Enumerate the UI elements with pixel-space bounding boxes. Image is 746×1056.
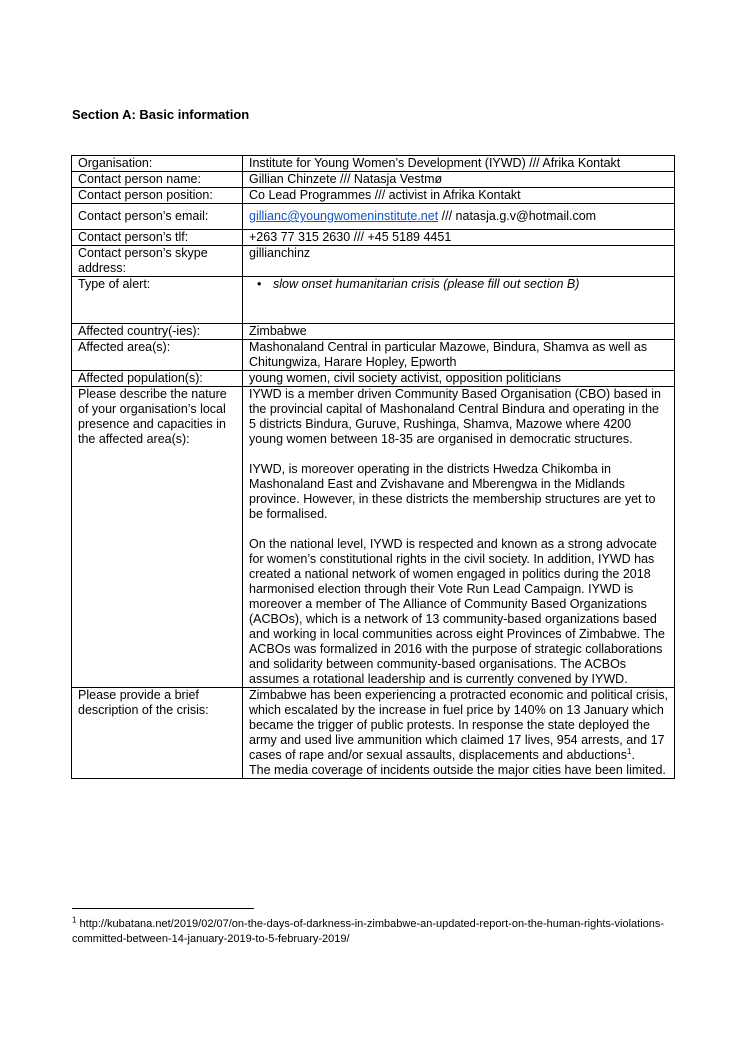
table-row	[72, 172, 675, 188]
organisation-label: Organisation:	[72, 156, 243, 172]
footnote-text[interactable]: http://kubatana.net/2019/02/07/on-the-days-of-darkness-in-zimbabwe-an-updated-report-on-the-human-rights-violations-committed-between-14-january-2019-to-5-february-2019/	[72, 918, 665, 945]
contact-name-label: Contact person name:	[72, 172, 243, 188]
local-presence-value	[243, 387, 675, 688]
footnote-divider	[72, 908, 254, 909]
footnote-ref[interactable]: 1	[627, 746, 632, 756]
table-row	[72, 156, 675, 172]
email-secondary: /// natasja.g.v@hotmail.com	[438, 209, 597, 223]
contact-tlf-value: +263 77 315 2630 /// +45 5189 4451	[243, 230, 675, 246]
contact-tlf-label: Contact person’s tlf:	[72, 230, 243, 246]
table-row	[72, 188, 675, 204]
table-row	[72, 340, 675, 371]
local-presence-paragraph: IYWD, is moreover operating in the districts Hwedza Chikomba in Mashonaland East and Zvishavane and Mberengwa in the Midlands province. However, in these districts the membership structures are yet to be formalised.	[249, 462, 656, 521]
footnote	[72, 917, 672, 947]
table-row	[72, 230, 675, 246]
crisis-description-value	[243, 688, 675, 779]
contact-email-value	[243, 204, 675, 230]
bullet-icon: •	[257, 277, 262, 291]
affected-area-value	[243, 340, 675, 371]
contact-position-label: Contact person position:	[72, 188, 243, 204]
affected-area-line: Chitungwiza, Harare Hopley, Epworth	[249, 355, 457, 369]
section-heading: Section A: Basic information	[72, 107, 250, 122]
footnote-number: 1	[72, 915, 77, 925]
local-presence-label: Please describe the nature of your organisation’s local presence and capacities in the affected area(s):	[72, 387, 243, 688]
affected-country-value: Zimbabwe	[243, 324, 675, 340]
crisis-description-text2: The media coverage of incidents outside the major cities have been limited.	[249, 763, 666, 777]
local-presence-paragraph: On the national level, IYWD is respected and known as a strong advocate for women’s constitutional rights in the civil society. In addition, IYWD has created a national network of women engaged in politics during the 2018 harmonised election through their Vote Run Lead Campaign. IYWD is moreover a member of The Alliance of Community Based Organizations (ACBOs), which is a network of 13 community-based organizations based and working in local communities across eight Provinces of Zimbabwe. The ACBOs was formalized in 2016 with the purpose of strategic collaborations and solidarity between community-based organisations. The ACBOs assumes a rotational leadership and is currently convened by IYWD.	[249, 537, 665, 686]
table-row	[72, 688, 675, 779]
organisation-value: Institute for Young Women’s Development (IYWD) /// Afrika Kontakt	[243, 156, 675, 172]
contact-position-value: Co Lead Programmes /// activist in Afrika Kontakt	[243, 188, 675, 204]
email-link[interactable]: gillianc@youngwomeninstitute.net	[249, 209, 439, 223]
crisis-text: Zimbabwe has been experiencing a protracted economic and political crisis, which escalated by the increase in fuel price by 140% on 13 January which became the trigger of public protests. In response the state deployed the army and used live ammunition which claimed 17 lives, 954 arrests, and 17 cases of rape and/or sexual assaults, displacements and abductions	[249, 688, 668, 762]
contact-skype-value: gillianchinz	[243, 246, 675, 277]
contact-name-value: Gillian Chinzete /// Natasja Vestmø	[243, 172, 675, 188]
affected-area-line: Mashonaland Central in particular Mazowe, Bindura, Shamva as well as	[249, 340, 648, 354]
crisis-description-text	[249, 688, 668, 763]
alert-type-bullet	[249, 277, 668, 292]
table-row	[72, 246, 675, 277]
affected-population-value: young women, civil society activist, opposition politicians	[243, 371, 675, 387]
table-row	[72, 387, 675, 688]
affected-country-label: Affected country(-ies):	[72, 324, 243, 340]
crisis-text-end: .	[631, 748, 635, 762]
contact-email-label: Contact person’s email:	[72, 204, 243, 230]
table-row	[72, 204, 675, 230]
basic-info-table	[71, 155, 675, 779]
table-row	[72, 371, 675, 387]
alert-type-value: slow onset humanitarian crisis (please fill out section B)	[273, 277, 580, 291]
table-row	[72, 277, 675, 324]
table-row	[72, 324, 675, 340]
crisis-description-label: Please provide a brief description of the crisis:	[72, 688, 243, 779]
alert-type-label: Type of alert:	[72, 277, 243, 324]
affected-population-label: Affected population(s):	[72, 371, 243, 387]
affected-area-label: Affected area(s):	[72, 340, 243, 371]
local-presence-paragraph: IYWD is a member driven Community Based Organisation (CBO) based in the provincial capital of Mashonaland Central Bindura and operating in the 5 districts Bindura, Guruve, Rushinga, Shamva, Mazowe where 4200 young women between 18-35 are organised in democratic structures.	[249, 387, 661, 446]
contact-skype-label: Contact person’s skype address:	[72, 246, 243, 277]
alert-type-value-cell	[243, 277, 675, 324]
